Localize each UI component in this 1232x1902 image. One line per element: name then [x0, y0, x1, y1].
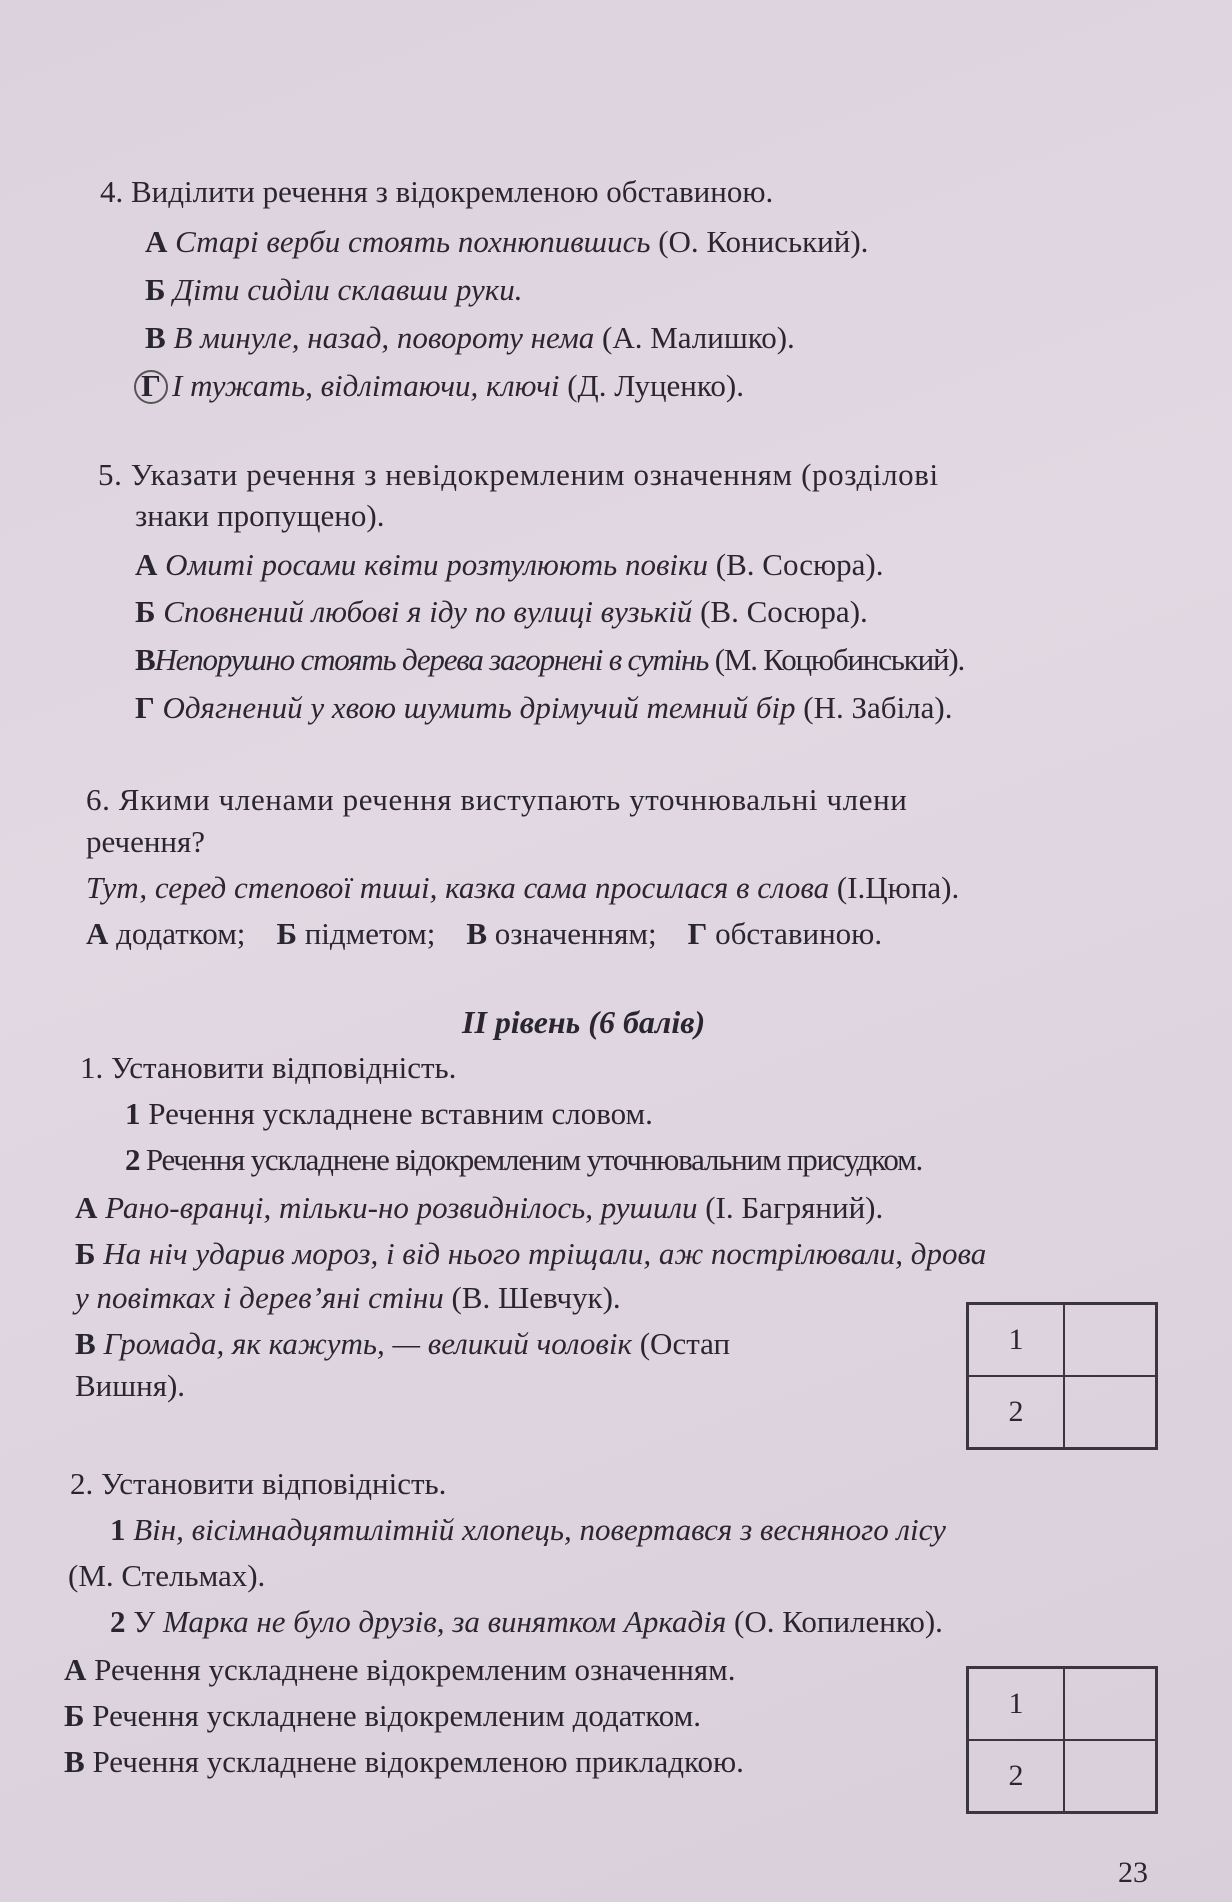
circled-answer-mark: Г [134, 370, 168, 404]
task2-item1-author: (М. Стельмах). [68, 1558, 266, 1593]
level2-heading: II рівень (6 балів) [462, 1004, 706, 1040]
q6-quote: Тут, серед степової тиші, казка сама просилася в слова (І.Цюпа). [86, 870, 960, 905]
q6-title-line2: речення? [86, 824, 206, 859]
grid-label-2: 2 [968, 1740, 1064, 1812]
q4-title: 4. Виділити речення з відокремленою обставиною. [100, 174, 774, 209]
grid-label-2: 2 [968, 1376, 1064, 1448]
task1-answer-grid [966, 1302, 1158, 1450]
q5-option-b: Б Сповнений любові я іду по вулиці вузькій (В. Сосюра). [135, 594, 868, 629]
task1-item2: 2 Речення ускладнене відокремленим уточнювальним присудком. [125, 1142, 923, 1177]
task1-option-v-cont: Вишня). [75, 1368, 186, 1403]
q4-option-v: В В минуле, назад, повороту нема (А. Малишко). [145, 320, 795, 355]
q5-option-g: Г Одягнений у хвою шумить дрімучий темний бір (Н. Забіла). [135, 690, 953, 725]
task2-item1: 1 Він, вісімнадцятилітній хлопець, повертався з весняного лісу [110, 1512, 946, 1547]
grid-answer-cell-1[interactable] [1064, 1668, 1156, 1740]
grid-label-1: 1 [968, 1668, 1064, 1740]
task2-answer-grid [966, 1666, 1158, 1814]
task1-option-b: Б На ніч ударив мороз, і від нього тріщали, аж пострілювали, дрова [75, 1236, 987, 1271]
task1-title: 1. Установити відповідність. [80, 1050, 457, 1085]
task1-item1: 1 Речення ускладнене вставним словом. [125, 1096, 653, 1131]
q5-title-line1: 5. Указати речення з невідокремленим означенням (розділові [98, 457, 939, 492]
task2-option-a: А Речення ускладнене відокремленим означенням. [64, 1652, 736, 1687]
task2-option-v: В Речення ускладнене відокремленою прикладкою. [64, 1744, 744, 1779]
grid-label-1: 1 [968, 1304, 1064, 1376]
task1-option-a: А Рано-вранці, тільки-но розвиднілось, рушили (І. Багряний). [75, 1190, 884, 1225]
grid-answer-cell-2[interactable] [1064, 1740, 1156, 1812]
task2-option-b: Б Речення ускладнене відокремленим додатком. [64, 1698, 702, 1733]
task2-item2: 2 У Марка не було друзів, за винятком Аркадія (О. Копиленко). [110, 1604, 943, 1639]
q4-option-g: Г І тужать, відлітаючи, ключі (Д. Луценко). [140, 366, 744, 406]
task1-option-b-cont: у повітках і дерев’яні стіни (В. Шевчук). [75, 1280, 621, 1315]
q6-answers: А додатком; Б підметом; В означенням; Г обставиною. [86, 916, 883, 951]
grid-answer-cell-2[interactable] [1064, 1376, 1156, 1448]
q4-option-b: Б Діти сиділи склавши руки. [145, 272, 523, 307]
task1-option-v: В Громада, як кажуть, — великий чоловік (Остап [75, 1326, 731, 1361]
q6-title-line1: 6. Якими членами речення виступають уточнювальні члени [86, 782, 908, 817]
q5-option-a: А Омиті росами квіти розтулюють повіки (В. Сосюра). [135, 547, 884, 582]
q5-title-line2: знаки пропущено). [135, 498, 385, 533]
page-number: 23 [1118, 1856, 1148, 1889]
task2-title: 2. Установити відповідність. [70, 1466, 447, 1501]
grid-answer-cell-1[interactable] [1064, 1304, 1156, 1376]
q4-option-a: А Старі верби стоять похнюпившись (О. Кониський). [145, 224, 869, 259]
q5-option-v: ВНепорушно стоять дерева загорнені в сутінь (М. Коцюбинський). [135, 642, 965, 677]
